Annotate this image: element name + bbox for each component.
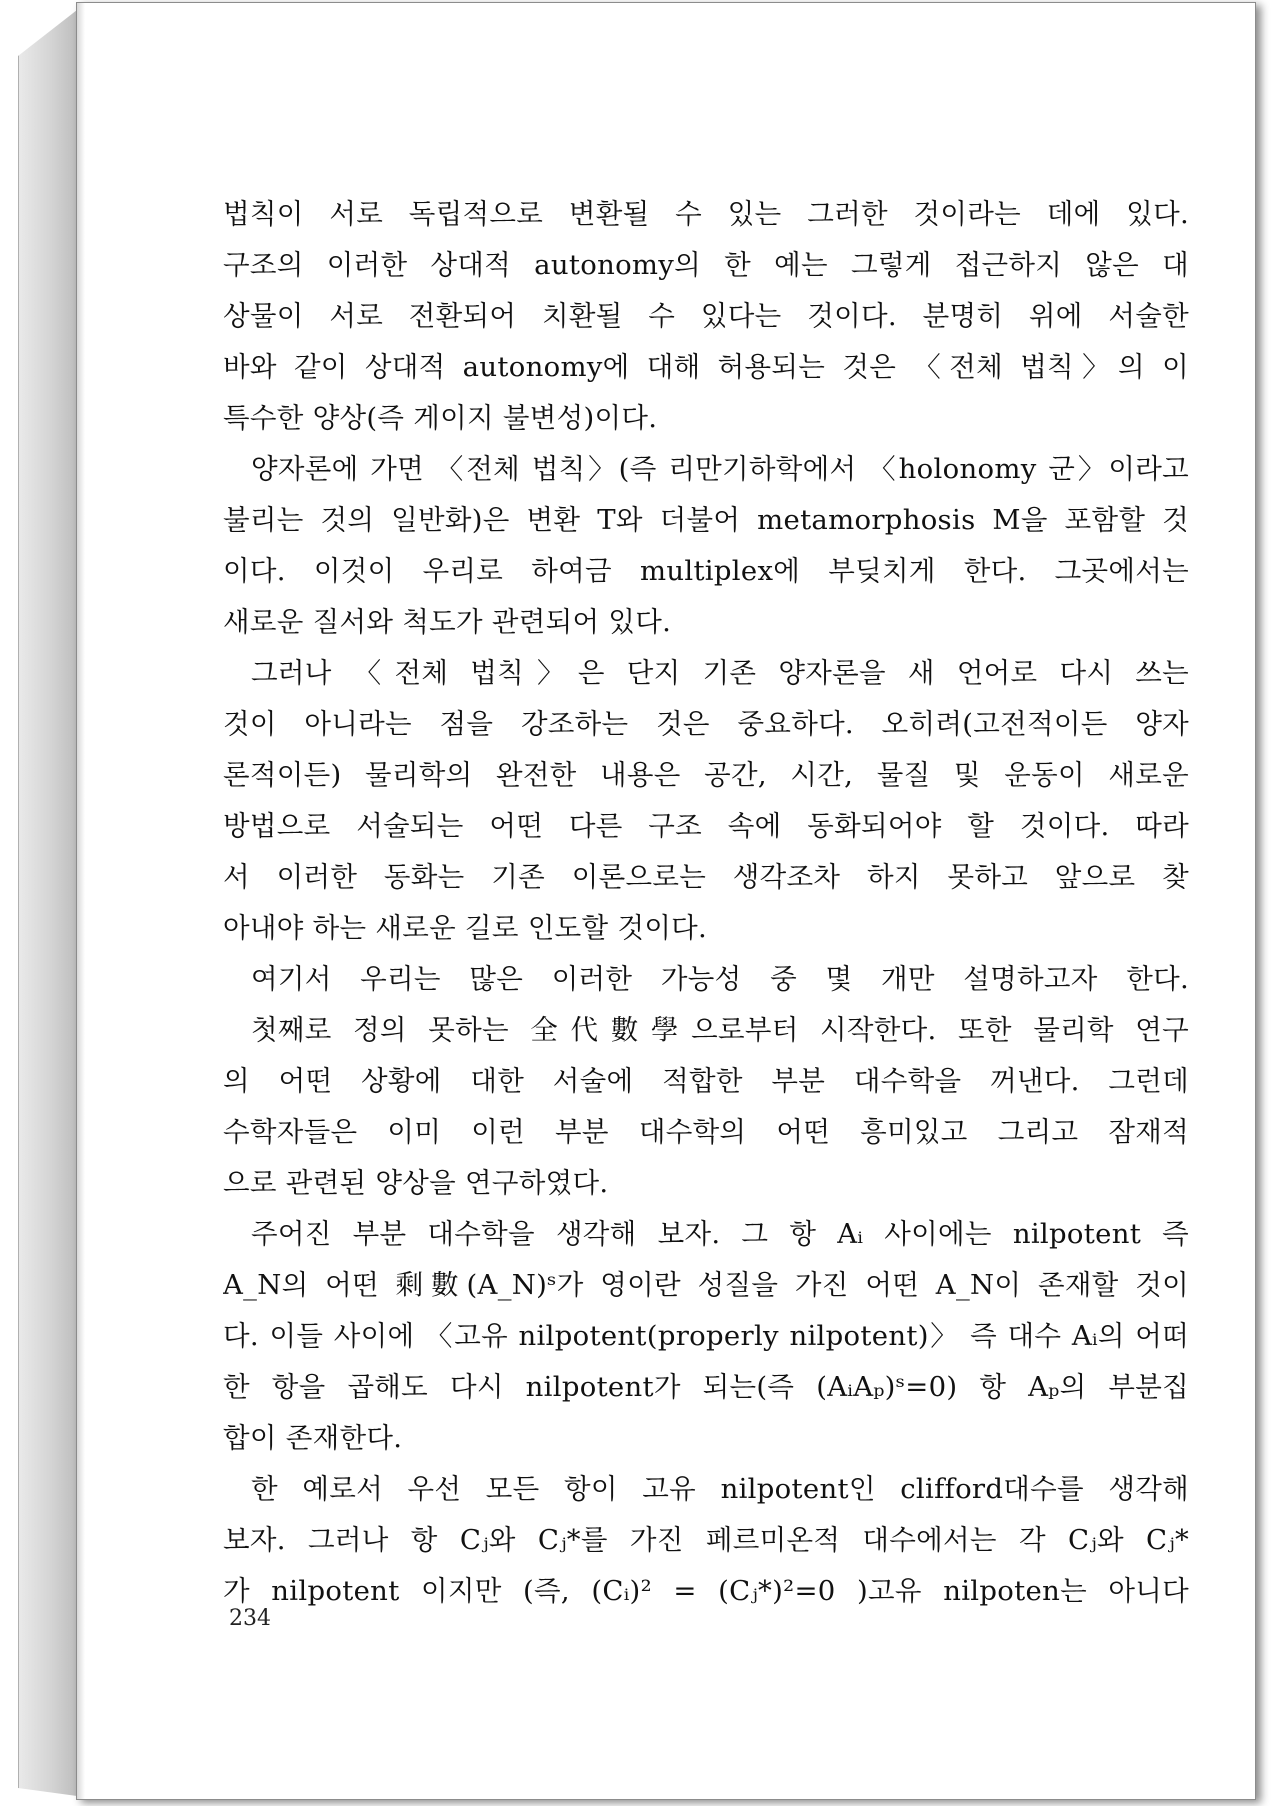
text-line: 아내야 하는 새로운 길로 인도할 것이다. [223, 912, 708, 944]
text-line: 방법으로 서술되는 어떤 다른 구조 속에 동화되어야 할 것이다. 따라 [223, 810, 1189, 842]
text-line: 한 항을 곱해도 다시 nilpotent가 되는(즉 (AᵢAₚ)ˢ=0) 항 Aₚ의 부분집 [223, 1371, 1189, 1403]
text-line: 여기서 우리는 많은 이러한 가능성 중 몇 개만 설명하고자 한다. [251, 963, 1189, 995]
text-line: A_N의 어떤 剩數(A_N)ˢ가 영이란 성질을 가진 어떤 A_N이 존재할 것이 [223, 1269, 1189, 1301]
text-line: 한 예로서 우선 모든 항이 고유 nilpotent인 clifford대수를 생각해 [251, 1473, 1189, 1505]
text-line: 구조의 이러한 상대적 autonomy의 한 예는 그렇게 접근하지 않은 대 [223, 249, 1189, 281]
text-line: 바와 같이 상대적 autonomy에 대해 허용되는 것은 〈전체 법칙〉의 이 [223, 351, 1189, 383]
text-line: 첫째로 정의 못하는 全代數學으로부터 시작한다. 또한 물리학 연구 [251, 1014, 1189, 1046]
text-line: 가 nilpotent 이지만 (즉, (Cᵢ)² = (Cⱼ*)²=0 )고유 nilpoten는 아니다 [223, 1575, 1189, 1607]
text-line: 새로운 질서와 척도가 관련되어 있다. [223, 606, 672, 638]
text-line: 주어진 부분 대수학을 생각해 보자. 그 항 Aᵢ 사이에는 nilpotent 즉 [251, 1218, 1189, 1250]
page-number: 234 [229, 1606, 271, 1631]
text-line: 으로 관련된 양상을 연구하였다. [223, 1167, 609, 1199]
body-text [223, 189, 1189, 1617]
book-page [76, 2, 1256, 1800]
text-line: 론적이든) 물리학의 완전한 내용은 공간, 시간, 물질 및 운동이 새로운 [223, 759, 1189, 791]
text-line: 것이 아니라는 점을 강조하는 것은 중요하다. 오히려(고전적이든 양자 [223, 708, 1189, 740]
book-spine [18, 10, 77, 1796]
text-line: 서 이러한 동화는 기존 이론으로는 생각조차 하지 못하고 앞으로 찾 [223, 861, 1189, 893]
page-fold-shadow [77, 3, 85, 1799]
text-line: 그러나 〈전체 법칙〉은 단지 기존 양자론을 새 언어로 다시 쓰는 [251, 657, 1189, 689]
text-line: 법칙이 서로 독립적으로 변환될 수 있는 그러한 것이라는 데에 있다. [223, 198, 1189, 230]
text-line: 다. 이들 사이에 〈고유 nilpotent(properly nilpotent)〉 즉 대수 Aᵢ의 어떠 [223, 1320, 1189, 1352]
text-line: 이다. 이것이 우리로 하여금 multiplex에 부딪치게 한다. 그곳에서는 [223, 555, 1189, 587]
text-line: 보자. 그러나 항 Cⱼ와 Cⱼ*를 가진 페르미온적 대수에서는 각 Cⱼ와 Cⱼ* [223, 1524, 1189, 1556]
text-line: 합이 존재한다. [223, 1422, 403, 1454]
text-line: 상물이 서로 전환되어 치환될 수 있다는 것이다. 분명히 위에 서술한 [223, 300, 1189, 332]
text-line: 불리는 것의 일반화)은 변환 T와 더불어 metamorphosis M을 포함할 것 [223, 504, 1189, 536]
text-line: 의 어떤 상황에 대한 서술에 적합한 부분 대수학을 꺼낸다. 그런데 [223, 1065, 1189, 1097]
text-line: 수학자들은 이미 이런 부분 대수학의 어떤 흥미있고 그리고 잠재적 [223, 1116, 1189, 1148]
text-line: 양자론에 가면 〈전체 법칙〉(즉 리만기하학에서 〈holonomy 군〉이라고 [251, 453, 1189, 485]
text-line: 특수한 양상(즉 게이지 불변성)이다. [223, 402, 658, 434]
